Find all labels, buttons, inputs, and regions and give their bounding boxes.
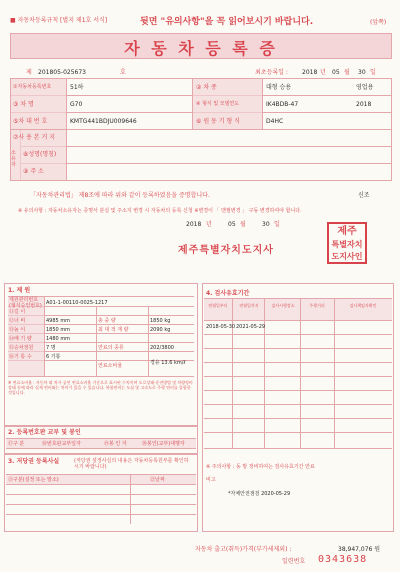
spec-label-5: ⑮승차정원 [9,345,34,351]
fuel-notice: ※ 연료소비율 : 자동차 외 차가 공인 연료소비율 기준으로 표시된 수치이며 도로상태·운전방법 및 차량정비상태 등에 따라 실제 연비와는 차이가 있을 수 있습니다. 복합연비는 도심 및 고속도로 주행 연비를 종합한 것입니다. [8,380,193,396]
registration-type: 신조 [358,192,370,199]
spec-title: 1. 제 원 [8,287,31,294]
seal-line-1: 제주 [337,226,357,237]
spec-right-value-2: 202/3800 [150,345,174,351]
mortgage-col-1: ㉑구분(설정 또는 말소) [8,477,59,483]
mortgage-desc: (저당권 설정사실의 내용은 자동차등록원부를 확인하시기 바랍니다) [74,458,189,470]
inspection-note: ※ 주의사항 : 동 방 정비하여는 검사유효기간 만료 [206,464,315,470]
declaration-text: 「자동차관리법」 제8조에 따라 위와 같이 등록하였음을 증명합니다. [30,192,210,199]
spec-right-label-1: 최 대 적 재 량 [98,327,129,333]
row1-label2: ② 차 종 [196,84,217,91]
first-reg-year: 2018 [302,69,318,76]
row3-label: ⑤차 대 번 호 [13,118,48,125]
seal-line-2: 특별자치 [331,239,363,249]
first-reg-day: 30 [358,69,366,76]
insp-col-4: 검사책임자확인 [349,303,377,308]
reg-no-ho: 호 [120,69,126,76]
vin-value: KMTG441BDJU009646 [70,118,137,125]
insp-row1-from: 2018-05-30 [206,324,236,330]
address-label: ⑨ 주 소 [23,168,44,175]
serial-number: 0343638 [318,554,368,565]
base-label: ⑦사 용 본 거 지 [13,134,55,141]
month-unit: 월 [344,69,350,76]
spec-value-5: 7 명 [46,345,56,351]
spec-right-value-1: 2090 kg [150,327,171,333]
official-seal [327,222,367,264]
issue-year: 2018 [186,221,202,228]
spec-right-value-3: 경유 13.6 km/ℓ [150,360,186,366]
day-unit: 일 [370,69,376,76]
row3-label2: ⑥ 원 동 기 형 식 [196,118,240,125]
issue-month-unit: 월 [240,221,246,228]
row1-label: ①자동차등록번호 [13,84,52,90]
owner-side-label: 소유자 [11,150,16,168]
row2-label2: ④ 형식 및 모델연도 [196,101,240,107]
insp-col-3: 주행거리 [309,303,325,308]
spec-value-3: 1850 mm [46,327,71,333]
model-value: IK4BDB-47 [266,101,299,108]
notice-text: 뒷면 "유의사항"을 꼭 읽어보시기 바랍니다. [140,17,314,27]
plate-col-2: ⑱번호판교부일자 [42,441,81,447]
spec-value-6: 6 기통 [46,354,61,360]
form-rule: ■ 자동차등록규칙 [별지 제1호 서식] [10,17,108,24]
spec-right-label-0: 총 중 량 [98,318,116,324]
first-reg-month: 05 [332,69,340,76]
insp-col-2: 검사시행장소 [271,303,295,308]
tax-value: 38,947,076 원 [338,546,381,553]
year-unit: 년 [320,69,326,76]
spec-label-4: ⑭배 기 량 [9,336,32,342]
page-title: 자 동 차 등 록 증 [124,39,278,58]
insp-col-0: 연월일부터 [208,303,228,308]
side-label: (앞쪽) [370,19,387,26]
issue-month: 05 [228,221,236,228]
spec-label-0: 제원관리번호(형식승인번호) [9,297,42,309]
plate-title: 2. 등록번호판 교부 및 봉인 [8,429,81,436]
plate-col-4: ⑳봉인(교부)대행자 [142,441,185,447]
tax-label: 자동차 출고(취득)가격(부가세제외) : [195,546,292,553]
inspection-title: 4. 검사유효기간 [206,290,250,297]
issue-year-unit: 년 [206,221,212,228]
spec-value-2: 4985 mm [46,318,71,324]
spec-right-value-0: 1850 kg [150,318,171,324]
warning-text: ※ 유의사항 : 자동차소유자는 증명서 분실 및 주소지 변경 시 자동차의 등록 신청 ※변경이 「 맨필변경 」 구동 변경하여야 합니다. [18,208,302,214]
mortgage-col-2: ㉒날짜 [150,477,165,483]
insp-col-1: 연월일까지 [239,303,259,308]
model-year-value: 2018 [356,101,372,108]
name-label: ⑧성명(명칭) [23,151,57,158]
reg-no-value: 201805-025673 [38,69,86,76]
remark-label: 비고 [206,477,216,483]
engine-value: D4HC [266,118,284,125]
spec-label-2: ⑫너 비 [9,318,26,324]
usage-value: 영업용 [356,84,374,91]
car-name-value: G70 [70,101,83,108]
spec-value-4: 1480 mm [46,336,71,342]
mortgage-title: 3. 저당권 등록사실 [8,458,60,465]
spec-label-3: ⑬높 이 [9,327,26,333]
serial-label: 일련번호 [282,558,306,565]
spec-right-label-3: 연료소비율 [98,363,123,369]
reg-number-value: 51하 [70,84,84,91]
row2-label: ③ 차 명 [13,101,34,108]
remark-value: *자체안전점검 2020-05-29 [228,491,291,497]
seal-line-3: 도지사인 [331,251,363,261]
spec-label-6: ⑯기 통 수 [9,354,32,360]
insp-row1-to: 2021-05-29 [236,324,266,330]
plate-col-3: ⑲봉 인 자 [104,441,127,447]
issue-day-unit: 일 [274,221,280,228]
first-reg-label: 최초등록일 : [255,69,288,76]
issuer-name: 제주특별자치도지사 [178,245,274,256]
spec-label-1: ⑪길 이 [9,309,26,315]
reg-no-label: 제 [26,69,32,76]
vehicle-type-value: 대형 승용 [266,84,292,91]
spec-approval-no: A01-1-00110-0025-1217 [46,300,108,306]
spec-right-label-2: 연료의 종류 [98,345,124,351]
plate-col-1: ⑰구 분 [8,441,25,447]
issue-day: 30 [262,221,270,228]
